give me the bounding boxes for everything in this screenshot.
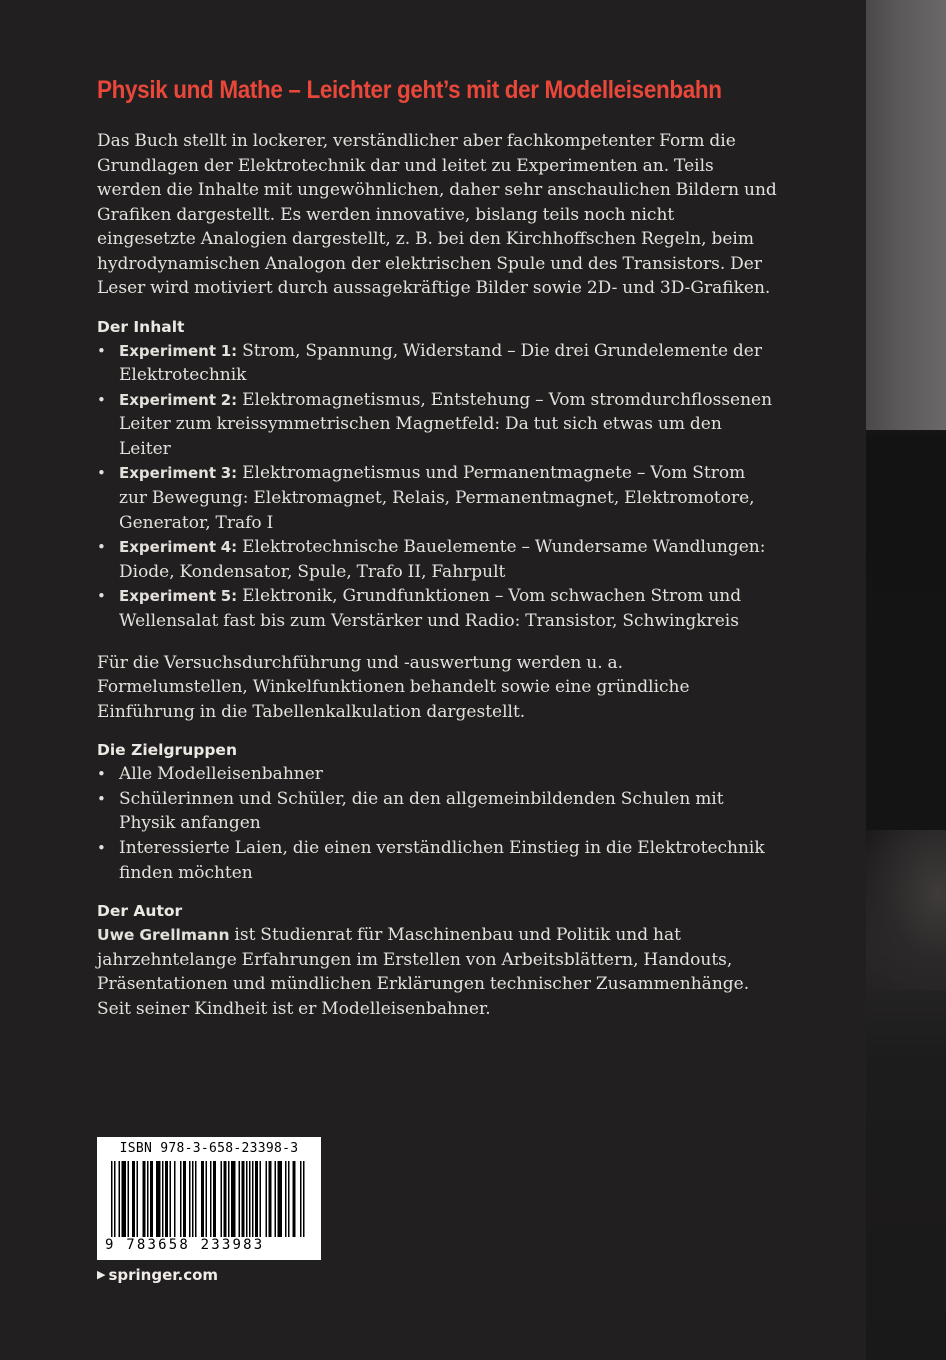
experiment-label: Experiment 2:	[119, 390, 238, 409]
barcode-bar	[300, 1161, 302, 1237]
publisher-url: springer.com	[108, 1266, 219, 1284]
barcode-bar	[221, 1161, 223, 1237]
arrow-right-icon: ▶	[97, 1268, 106, 1281]
barcode-bar	[195, 1161, 197, 1237]
barcode-bar	[132, 1161, 135, 1237]
barcode-bar	[285, 1161, 287, 1237]
zielgruppe-text: Alle Modelleisenbahner	[119, 764, 323, 785]
barcode-bar	[213, 1161, 216, 1237]
isbn-barcode	[97, 1137, 321, 1260]
barcode-bar	[293, 1161, 296, 1237]
barcode-bar	[224, 1161, 227, 1237]
list-item	[97, 762, 777, 787]
experiment-label: Experiment 5:	[119, 587, 238, 606]
zielgruppe-text: Schülerinnen und Schüler, die an den allgemeinbildenden Schulen mit Physik anfangen	[119, 788, 724, 834]
list-item	[97, 584, 777, 633]
experiment-text: Elektrotechnische Bauelemente – Wundersame Wandlungen: Diode, Kondensator, Spule, Trafo II, Fahrpult	[119, 537, 766, 582]
bullet-icon: •	[97, 838, 106, 857]
list-item	[97, 836, 777, 885]
barcode-bar	[206, 1161, 208, 1237]
barcode-bar	[249, 1161, 251, 1237]
barcode-bar	[201, 1161, 204, 1237]
experiment-text: Elektromagnetismus und Permanentmagnete – Vom Strom zur Bewegung: Elektromagnet, Relais, Permanentmagnet, Elektromotore, Generator, Trafo I	[119, 463, 755, 533]
cover-photo-glow	[866, 830, 946, 990]
barcode-bar	[143, 1161, 146, 1237]
experiment-text: Strom, Spannung, Widerstand – Die drei Grundelemente der Elektrotechnik	[119, 340, 762, 386]
ean-digits: 9 783658 233983	[105, 1237, 265, 1253]
barcode-bar	[275, 1161, 277, 1237]
barcode-bar	[269, 1161, 272, 1237]
experiment-label: Experiment 3:	[119, 464, 238, 483]
barcode-bar	[119, 1161, 121, 1237]
author-paragraph	[97, 923, 777, 1021]
back-cover-text	[97, 68, 777, 1021]
list-item	[97, 461, 777, 535]
author-name: Uwe Grellmann	[97, 926, 230, 945]
publisher-link[interactable]	[97, 1264, 218, 1286]
experiment-text: Elektronik, Grundfunktionen – Vom schwachen Strom und Wellensalat fast bis zum Verstärker und Radio: Transistor, Schwingkreis	[119, 586, 742, 632]
barcode-bar	[162, 1161, 164, 1237]
barcode-bar	[156, 1161, 161, 1237]
experiment-label: Experiment 4:	[119, 538, 238, 557]
barcode-bar	[288, 1161, 290, 1237]
cover-photo-highlight	[866, 0, 946, 430]
barcode-bar	[147, 1161, 149, 1237]
cover-photo-strip	[866, 0, 946, 1360]
list-item	[97, 388, 777, 462]
experiment-label: Experiment 1:	[119, 341, 238, 360]
zielgruppe-text: Interessierte Laien, die einen verständlichen Einstieg in die Elektrotechnik finden möchten	[119, 837, 765, 883]
barcode-bar	[165, 1161, 168, 1237]
barcode-bar	[278, 1161, 283, 1237]
barcode-bar	[255, 1161, 258, 1237]
page-title: Physik und Mathe – Leichter geht’s mit der Modelleisenbahn	[97, 76, 722, 104]
barcode-bar	[150, 1161, 153, 1237]
barcode-bar	[242, 1161, 245, 1237]
barcode-bar	[180, 1161, 182, 1237]
barcode-bar	[266, 1161, 268, 1237]
isbn-text: ISBN 978-3-658-23398-3	[119, 1141, 299, 1156]
barcode-bar	[210, 1161, 212, 1237]
experiment-text: Elektromagnetismus, Entstehung – Vom stromdurchflossenen Leiter zum kreissymmetrischen Magnetfeld: Da tut sich etwas um den Leiter	[119, 389, 773, 459]
intro-paragraph: Das Buch stellt in lockerer, verständlicher aber fachkompetenter Form die Grundlagen der Elektrotechnik dar und leitet zu Experimenten an. Teils werden die Inhalte mit ungewöhnlichen, daher sehr anschaulichen Bildern und Grafiken dargestellt. Es werden innovative, bislang teils noch nicht eingesetzte Analogien dargestellt, z. B. bei den Kirchhoffschen Regeln, beim hydrodynamischen Analogon der elektrischen Spule und des Transistors. Der Leser wird motiviert durch aussagekräftige Bilder sowie 2D- und 3D-Grafiken.	[97, 131, 777, 298]
barcode-bar	[189, 1161, 191, 1237]
barcode-bars	[111, 1161, 307, 1237]
barcode-bar	[231, 1161, 236, 1237]
bullet-icon: •	[97, 789, 106, 808]
list-item	[97, 339, 777, 388]
list-item	[97, 787, 777, 836]
bullet-icon: •	[97, 390, 106, 409]
barcode-bar	[114, 1161, 116, 1237]
barcode-bar	[170, 1161, 172, 1237]
bullet-icon: •	[97, 538, 106, 557]
bullet-icon: •	[97, 765, 106, 784]
bullet-icon: •	[97, 341, 106, 360]
bullet-icon: •	[97, 464, 106, 483]
barcode-bar	[192, 1161, 194, 1237]
bullet-icon: •	[97, 587, 106, 606]
zielgruppen-list	[97, 762, 777, 885]
barcode-bar	[137, 1161, 139, 1237]
barcode-bar	[246, 1161, 248, 1237]
section-heading-autor: Der Autor	[97, 902, 183, 921]
barcode-bar	[228, 1161, 230, 1237]
barcode-bar	[183, 1161, 186, 1237]
inhalt-list	[97, 339, 777, 634]
section-heading-inhalt: Der Inhalt	[97, 317, 185, 336]
barcode-bar	[174, 1161, 176, 1237]
barcode-bar	[122, 1161, 127, 1237]
barcode-bar	[239, 1161, 241, 1237]
barcode-bar	[128, 1161, 130, 1237]
author-bio: ist Studienrat für Maschinenbau und Politik und hat jahrzehntelange Erfahrungen im Erstellen von Arbeitsblättern, Handouts, Präsentationen und mündlichen Erklärungen technischer Zusammenhänge. Seit seiner Kindheit ist er Modelleisenbahner.	[97, 925, 750, 1019]
barcode-bar	[111, 1161, 113, 1237]
barcode-bar	[252, 1161, 254, 1237]
versuch-paragraph: Für die Versuchsdurchführung und -auswertung werden u. a. Formelumstellen, Winkelfunktionen behandelt sowie eine gründliche Einführung in die Tabellenkalkulation dargestellt.	[97, 652, 690, 722]
list-item	[97, 535, 777, 584]
barcode-bar	[303, 1161, 305, 1237]
section-heading-zielgruppen: Die Zielgruppen	[97, 741, 237, 760]
barcode-bar	[260, 1161, 262, 1237]
